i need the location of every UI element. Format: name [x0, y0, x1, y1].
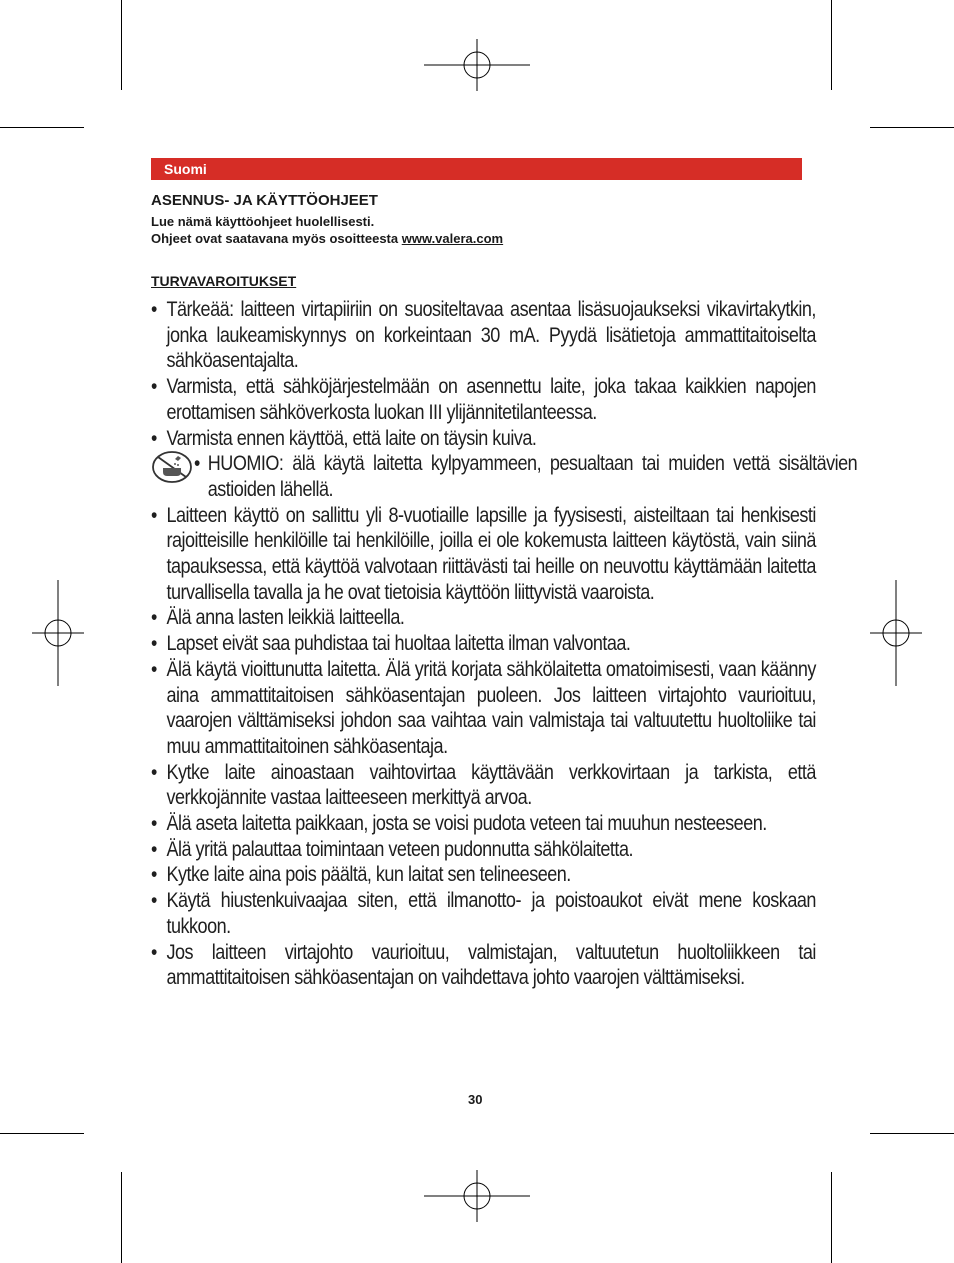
bullet: • [151, 503, 157, 527]
item-text: Jos laitteen virtajohto vaurioituu, valmistajan, valtuutetun huoltoliikkeen tai ammattitaitoisen sähköasentajan on vaihdettava johto vaarojen välttämiseksi. [166, 940, 816, 990]
bullet: • [151, 889, 157, 913]
bullet: • [151, 426, 157, 450]
item-text: Käytä hiustenkuivaajaa siten, että ilmanotto- ja poistoaukot eivät mene koskaan tukkoon. [166, 889, 816, 938]
bullet: • [151, 298, 157, 321]
item-text: Älä aseta laitetta paikkaan, josta se voisi pudota veteen tai muuhun nesteeseen. [166, 812, 767, 836]
list-item [151, 374, 816, 425]
list-item [151, 760, 816, 811]
crop-mark [870, 127, 954, 128]
page-number: 30 [468, 1092, 483, 1107]
item-text: Varmista ennen käyttöä, että laite on täysin kuiva. [166, 426, 537, 450]
item-text: Kytke laite aina pois päältä, kun laitat sen telineeseen. [166, 863, 571, 887]
registration-mark [424, 37, 530, 93]
read-instructions-note: Lue nämä käyttöohjeet huolellisesti. [151, 214, 375, 229]
website-note [151, 231, 503, 246]
website-note-text: Ohjeet ovat saatavana myös osoitteesta [151, 231, 402, 246]
bullet: • [151, 837, 157, 861]
crop-mark [0, 127, 84, 128]
language-label: Suomi [164, 161, 207, 177]
list-item [151, 426, 816, 452]
bullet: • [194, 452, 200, 476]
bullet: • [151, 606, 157, 630]
list-item [151, 605, 816, 631]
crop-mark [831, 1172, 832, 1263]
crop-mark [831, 0, 832, 90]
crop-mark [121, 0, 122, 90]
list-item [151, 657, 816, 760]
item-text: Älä käytä vioittunutta laitetta. Älä yritä korjata sähkölaitetta omatoimisesti, vaan käänny aina ammattitaitoisen sähköasentajan puoleen. Jos laitteen virtajohto vaurioituu, vaarojen välttämiseksi johdon saa vaihtaa vain valmistaja tai valtuutettu huoltoliike tai muu ammattitaitoinen sähköasentaja. [166, 657, 816, 758]
bullet: • [151, 657, 157, 681]
item-text: Älä anna lasten leikkiä laitteella. [166, 606, 405, 630]
item-text: Varmista, että sähköjärjestelmään on asennettu laite, joka takaa kaikkien napojen erottamisen sähköverkosta luokan III ylijännitetilanteessa. [166, 375, 816, 424]
item-text: Tärkeää: laitteen virtapiiriin on suositeltavaa asentaa lisäsuojaukseksi vikavirtakytkin, jonka laukeamiskynnys on korkeintaan 30 mA. Pyydä lisätietoja ammattitaitoiselta sähköasentajalta. [166, 298, 816, 373]
item-text: Kytke laite ainoastaan vaihtovirtaa käyttävään verkkovirtaan ja tarkista, että verkkojännite vastaa laitteeseen merkittyä arvoa. [166, 760, 816, 810]
document-title: ASENNUS- JA KÄYTTÖOHJEET [151, 192, 378, 209]
registration-mark [868, 580, 924, 686]
list-item [151, 631, 816, 657]
bullet: • [151, 632, 157, 656]
registration-mark [424, 1168, 530, 1224]
crop-mark [870, 1133, 954, 1134]
list-item [151, 837, 816, 863]
list-item [151, 862, 816, 888]
list-item [151, 297, 816, 374]
crop-mark [121, 1172, 122, 1263]
list-item [151, 811, 816, 837]
list-item [151, 451, 857, 502]
bullet: • [151, 812, 157, 836]
list-item [151, 888, 816, 939]
item-text: Älä yritä palauttaa toimintaan veteen pudonnutta sähkölaitetta. [166, 837, 633, 861]
crop-mark [0, 1133, 84, 1134]
list-item [151, 940, 816, 991]
registration-mark [30, 580, 86, 686]
safety-warnings-list [151, 297, 858, 991]
website-link[interactable]: www.valera.com [401, 231, 504, 246]
item-text: Lapset eivät saa puhdistaa tai huoltaa laitetta ilman valvontaa. [166, 632, 631, 656]
bullet: • [151, 375, 157, 399]
item-text: Laitteen käyttö on sallittu yli 8-vuotiaille lapsille ja fyysisesti, aisteiltaan tai henkisesti rajoitteisille henkilöille tai henkilöille, joilla ei ole kokemusta laitteen käytöstä, vain siinä tapauksessa, että käyttöä valvotaan riittävästi tai heille on neuvottu käyttämään laitetta turvallisella tavalla ja he ovat tietoisia käyttöön liittyvistä vaaroista. [166, 503, 816, 604]
language-header-bar [151, 158, 802, 180]
bullet: • [151, 760, 157, 784]
item-text: HUOMIO: älä käytä laitetta kylpyammeen, pesualtaan tai muiden vettä sisältävien astioiden lähellä. [207, 452, 858, 501]
section-title: TURVAVAROITUKSET [151, 273, 297, 289]
bullet: • [151, 863, 157, 887]
bullet: • [151, 940, 157, 964]
list-item [151, 503, 816, 606]
